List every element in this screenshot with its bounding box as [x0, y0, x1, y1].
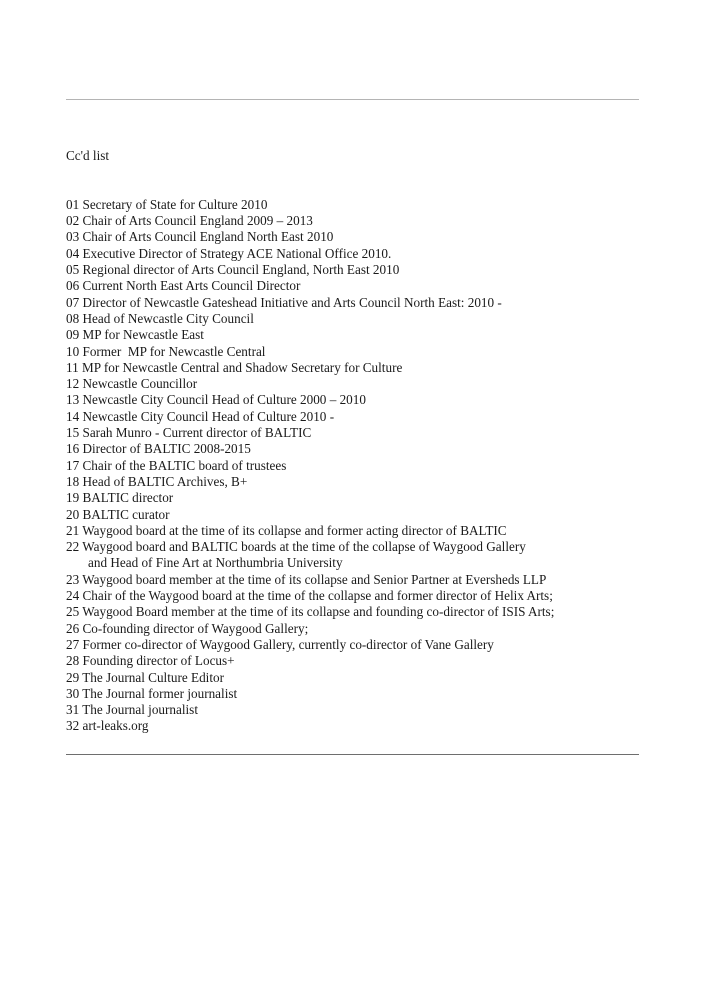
list-item-text: art-leaks.org — [82, 718, 149, 734]
list-item-number: 08 — [66, 310, 80, 326]
cc-list — [66, 197, 646, 735]
list-item-continuation: and Head of Fine Art at Northumbria University — [88, 555, 343, 571]
header-divider — [66, 99, 639, 100]
list-item-number: 25 — [66, 604, 80, 620]
list-item-number: 10 — [66, 343, 80, 359]
list-item-text: Waygood Board member at the time of its collapse and founding co-director of ISIS Arts; — [82, 604, 555, 620]
list-item-number: 14 — [66, 408, 80, 424]
list-item — [66, 458, 646, 474]
list-item — [66, 718, 646, 734]
list-item-text: Regional director of Arts Council England, North East 2010 — [82, 262, 400, 278]
list-item — [66, 295, 646, 311]
list-item — [66, 376, 646, 392]
list-item — [66, 197, 646, 213]
list-item-text: MP for Newcastle East — [82, 327, 204, 343]
list-item-text: Secretary of State for Culture 2010 — [82, 196, 268, 212]
document-body — [66, 148, 646, 735]
list-item — [66, 621, 646, 637]
list-item-text: Director of Newcastle Gateshead Initiative and Arts Council North East: 2010 - — [82, 294, 502, 310]
list-item-text: Newcastle Councillor — [82, 376, 198, 392]
list-item-text: Executive Director of Strategy ACE National Office 2010. — [82, 245, 392, 261]
list-item-number: 03 — [66, 229, 80, 245]
list-item-number: 23 — [66, 571, 80, 587]
list-item-text: Newcastle City Council Head of Culture 2010 - — [82, 408, 335, 424]
list-item — [66, 490, 646, 506]
list-item — [66, 686, 646, 702]
list-item-number: 16 — [66, 441, 80, 457]
list-item-text: The Journal Culture Editor — [82, 669, 224, 685]
list-item-number: 09 — [66, 327, 80, 343]
list-item-text: Head of BALTIC Archives, B+ — [82, 473, 248, 489]
list-item-text: Former MP for Newcastle Central — [82, 343, 266, 359]
list-item-number: 26 — [66, 620, 80, 636]
list-item — [66, 588, 646, 604]
list-item-number: 11 — [66, 359, 79, 375]
list-item-number: 29 — [66, 669, 80, 685]
list-item-number: 20 — [66, 506, 80, 522]
list-item — [66, 327, 646, 343]
list-item — [66, 539, 646, 572]
list-item-text: Waygood board member at the time of its collapse and Senior Partner at Eversheds LLP — [82, 571, 547, 587]
list-item-text: Chair of the Waygood board at the time of the collapse and former director of Helix Arts; — [82, 588, 553, 604]
list-item — [66, 474, 646, 490]
list-item-number: 21 — [66, 522, 80, 538]
list-item-number: 30 — [66, 685, 80, 701]
list-item-text: The Journal former journalist — [82, 685, 238, 701]
list-item — [66, 572, 646, 588]
list-item-number: 28 — [66, 653, 80, 669]
list-item — [66, 637, 646, 653]
list-item-number: 22 — [66, 539, 80, 555]
list-item-number: 15 — [66, 425, 80, 441]
list-item — [66, 670, 646, 686]
list-item — [66, 344, 646, 360]
list-item-number: 02 — [66, 213, 80, 229]
list-item-number: 31 — [66, 702, 80, 718]
list-item — [66, 311, 646, 327]
list-item-number: 19 — [66, 490, 80, 506]
list-item-text: Co-founding director of Waygood Gallery; — [82, 620, 309, 636]
list-item — [66, 604, 646, 620]
list-item-text: Head of Newcastle City Council — [82, 310, 254, 326]
page-title: Cc'd list — [66, 148, 110, 163]
list-item — [66, 392, 646, 408]
list-item-number: 13 — [66, 392, 80, 408]
list-item-number: 01 — [66, 196, 80, 212]
list-item — [66, 262, 646, 278]
list-item-number: 18 — [66, 473, 80, 489]
list-item — [66, 278, 646, 294]
list-item-text: Chair of Arts Council England North East 2010 — [82, 229, 334, 245]
list-item-text: Founding director of Locus+ — [82, 653, 235, 669]
list-item-text: Former co-director of Waygood Gallery, currently co-director of Vane Gallery — [82, 636, 494, 652]
list-item-text: Chair of the BALTIC board of trustees — [82, 457, 287, 473]
list-item — [66, 360, 646, 376]
list-item-number: 12 — [66, 376, 80, 392]
list-item-text: Waygood board and BALTIC boards at the time of the collapse of Waygood Gallery — [82, 539, 526, 555]
list-item — [66, 425, 646, 441]
list-item-number: 07 — [66, 294, 80, 310]
list-item — [66, 653, 646, 669]
list-item-text: Newcastle City Council Head of Culture 2000 – 2010 — [82, 392, 366, 408]
list-item-text: The Journal journalist — [82, 702, 198, 718]
list-item — [66, 246, 646, 262]
list-item-number: 17 — [66, 457, 80, 473]
list-item — [66, 229, 646, 245]
list-item-text: Current North East Arts Council Director — [82, 278, 301, 294]
list-item — [66, 702, 646, 718]
list-item-number: 32 — [66, 718, 80, 734]
list-item — [66, 523, 646, 539]
footer-divider — [66, 754, 639, 755]
list-item-text: MP for Newcastle Central and Shadow Secretary for Culture — [82, 359, 403, 375]
list-item — [66, 507, 646, 523]
list-item-text: Sarah Munro - Current director of BALTIC — [82, 425, 312, 441]
list-item-text: Chair of Arts Council England 2009 – 2013 — [82, 213, 313, 229]
list-item-number: 27 — [66, 636, 80, 652]
list-item — [66, 441, 646, 457]
list-item-text: BALTIC director — [82, 490, 174, 506]
list-item-number: 24 — [66, 588, 80, 604]
list-item-text: Waygood board at the time of its collapse and former acting director of BALTIC — [82, 522, 507, 538]
list-item-number: 04 — [66, 245, 80, 261]
list-item-text: Director of BALTIC 2008-2015 — [82, 441, 251, 457]
list-item — [66, 409, 646, 425]
list-item-number: 05 — [66, 262, 80, 278]
list-item-number: 06 — [66, 278, 80, 294]
list-item-text: BALTIC curator — [82, 506, 170, 522]
list-item — [66, 213, 646, 229]
